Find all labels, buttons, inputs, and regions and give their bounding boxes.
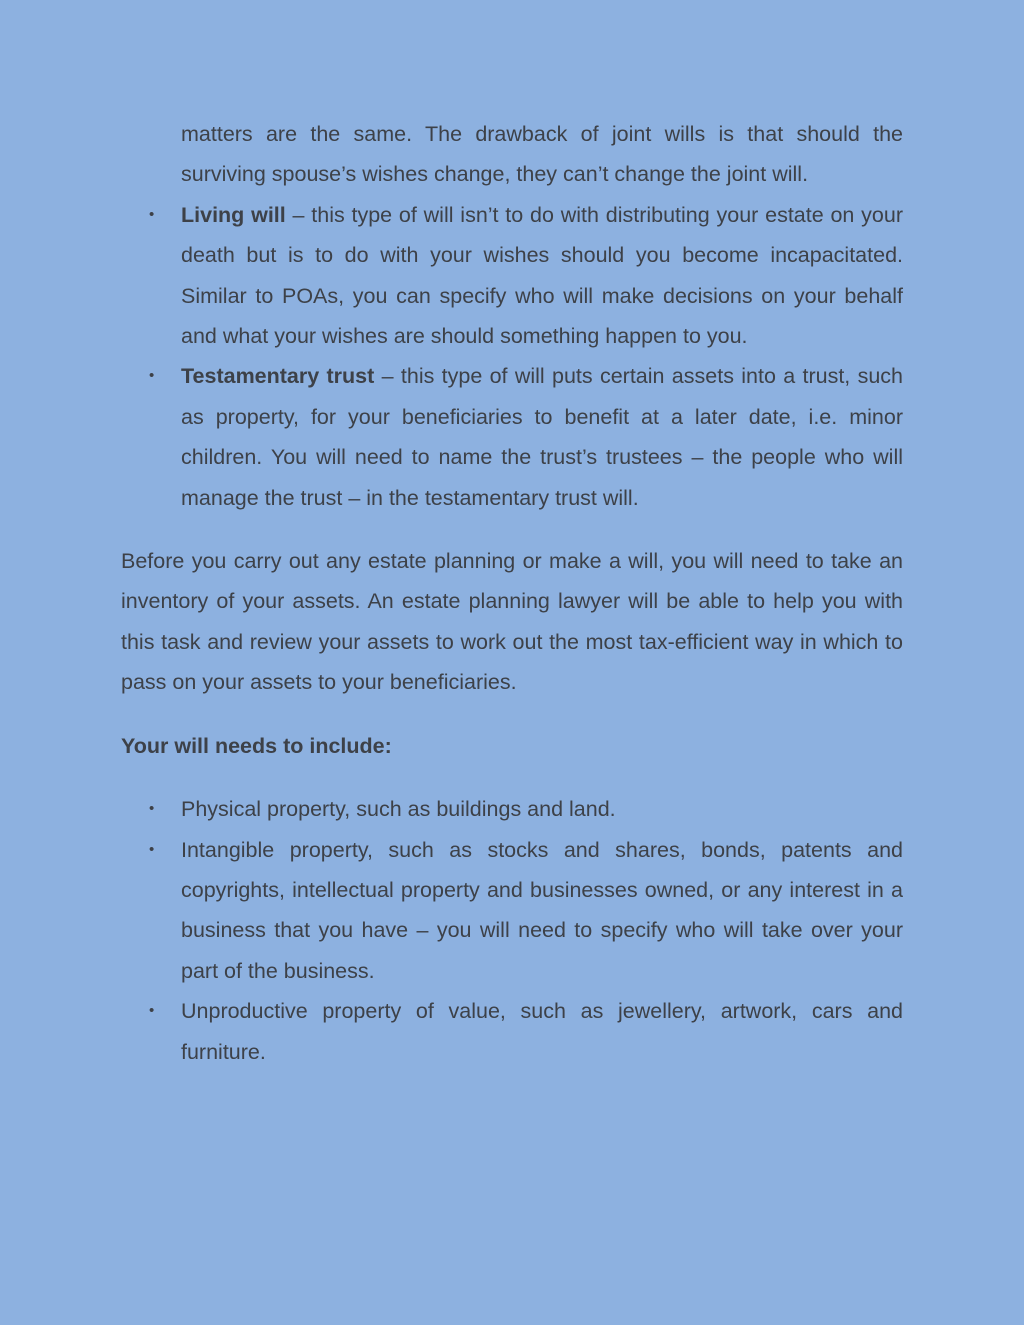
body-paragraph: Before you carry out any estate planning or make a will, you will need to take an inventory of your assets. An estate planning lawyer will be able to help you with this task and review your assets to work out the most tax-efficient way in which to pass on your assets to your beneficiaries.	[121, 549, 903, 695]
bullet-icon: •	[149, 840, 155, 858]
list-item-text: Intangible property, such as stocks and shares, bonds, patents and copyrights, intellectual property and businesses owned, or any interest in a business that you have – you will need to specify who will take over your part of the business.	[181, 837, 903, 983]
document-body	[121, 114, 903, 1072]
list-item	[121, 195, 903, 357]
will-types-list	[121, 195, 903, 518]
bullet-icon: •	[149, 205, 155, 223]
list-item	[121, 830, 903, 992]
list-item-text: – this type of will isn’t to do with distributing your estate on your death but is to do with your wishes should you become incapacitated. Similar to POAs, you can specify who will make decisions on your behalf and what your wishes are should something happen to you.	[181, 202, 903, 349]
list-item	[121, 356, 903, 518]
list-item	[121, 789, 903, 829]
bullet-icon: •	[149, 367, 155, 385]
list-item-text: Physical property, such as buildings and land.	[181, 797, 616, 822]
list-item-continuation: matters are the same. The drawback of joint wills is that should the surviving spouse’s wishes change, they can’t change the joint will.	[181, 122, 903, 187]
include-list	[121, 789, 903, 1072]
list-item-term: Living will	[181, 202, 286, 227]
bullet-icon: •	[149, 800, 155, 818]
list-item-text: Unproductive property of value, such as jewellery, artwork, cars and furniture.	[181, 999, 903, 1064]
list-item	[121, 991, 903, 1072]
section-heading: Your will needs to include:	[121, 733, 392, 758]
list-item-text: – this type of will puts certain assets into a trust, such as property, for your beneficiaries to benefit at a later date, i.e. minor children. You will need to name the trust’s trustees – the people who will manage the trust – in the testamentary trust will.	[181, 364, 904, 510]
list-item-term: Testamentary trust	[181, 364, 375, 389]
bullet-icon: •	[149, 1002, 155, 1020]
